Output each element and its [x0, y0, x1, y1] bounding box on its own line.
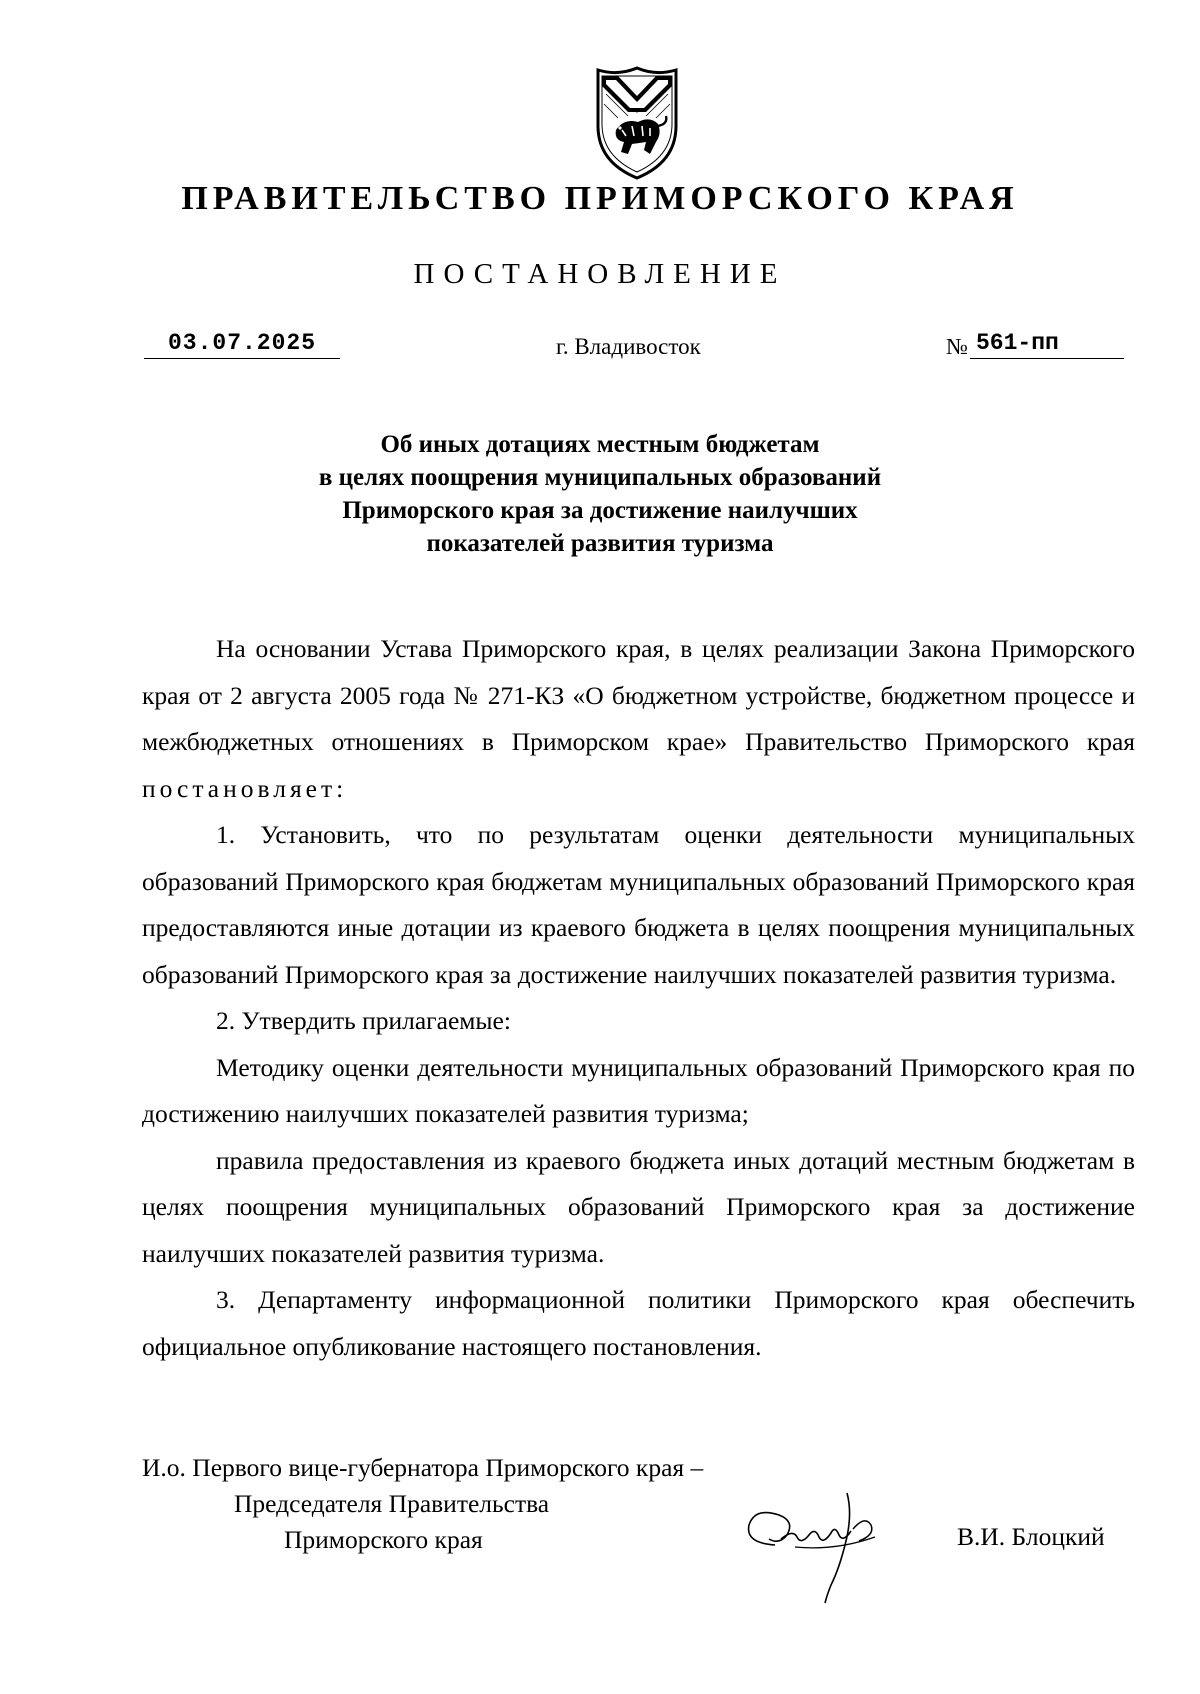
signatory-position: [142, 1450, 703, 1558]
document-city: г. Владивосток: [556, 334, 701, 359]
document-number-label: №: [946, 334, 968, 359]
title-line: Приморского края за достижение наилучших: [342, 497, 858, 524]
resolves-word: постановляет:: [142, 773, 348, 803]
clause-2-item-methodology: Методику оценки деятельности муниципальных образований Приморского края по достижению наилучших показателей развития туризма;: [142, 1052, 1135, 1128]
signature-icon: [735, 1485, 910, 1605]
clause-2-item-rules: правила предоставления из краевого бюджета иных дотаций местным бюджетам в целях поощрения муниципальных образований Приморского края за достижение наилучших показателей развития туризма.: [142, 1145, 1135, 1268]
document-date: 03.07.2025: [144, 330, 340, 359]
clause-2: 2. Утвердить прилагаемые:: [216, 1006, 511, 1035]
clause-1: 1. Установить, что по результатам оценки деятельности муниципальных образований Приморского края бюджетам муниципальных образований Приморского края предоставляются иные дотации из краевого бюджета в целях поощрения муниципальных образований Приморского края за достижение наилучших показателей развития туризма.: [142, 820, 1135, 989]
clause-3: 3. Департаменту информационной политики Приморского края обеспечить официальное опубликование настоящего постановления.: [142, 1285, 1135, 1361]
document-body: [142, 626, 1135, 1370]
preamble-paragraph: [142, 626, 1135, 812]
title-line: показателей развития туризма: [426, 530, 774, 557]
position-line: Председателя Правительства: [234, 1489, 550, 1518]
document-number: 561-пп: [970, 330, 1124, 359]
signatory-name: В.И. Блоцкий: [957, 1522, 1105, 1551]
title-line: в целях поощрения муниципальных образований: [318, 464, 882, 491]
document-type: ПОСТАНОВЛЕНИЕ: [413, 258, 787, 290]
position-line: Приморского края: [284, 1525, 483, 1554]
position-line: И.о. Первого вице-губернатора Приморского края –: [142, 1453, 704, 1482]
preamble-text: На основании Устава Приморского края, в целях реализации Закона Приморского края от 2 августа 2005 года № 271-КЗ «О бюджетном устройстве, бюджетном процессе и межбюджетных отношениях в Приморском крае» Правительство Приморского края: [142, 634, 1135, 756]
title-line: Об иных дотациях местным бюджетам: [380, 431, 820, 458]
coat-of-arms-icon: [588, 64, 686, 182]
organization-name: ПРАВИТЕЛЬСТВО ПРИМОРСКОГО КРАЯ: [181, 180, 1019, 217]
document-title: [150, 428, 1050, 560]
